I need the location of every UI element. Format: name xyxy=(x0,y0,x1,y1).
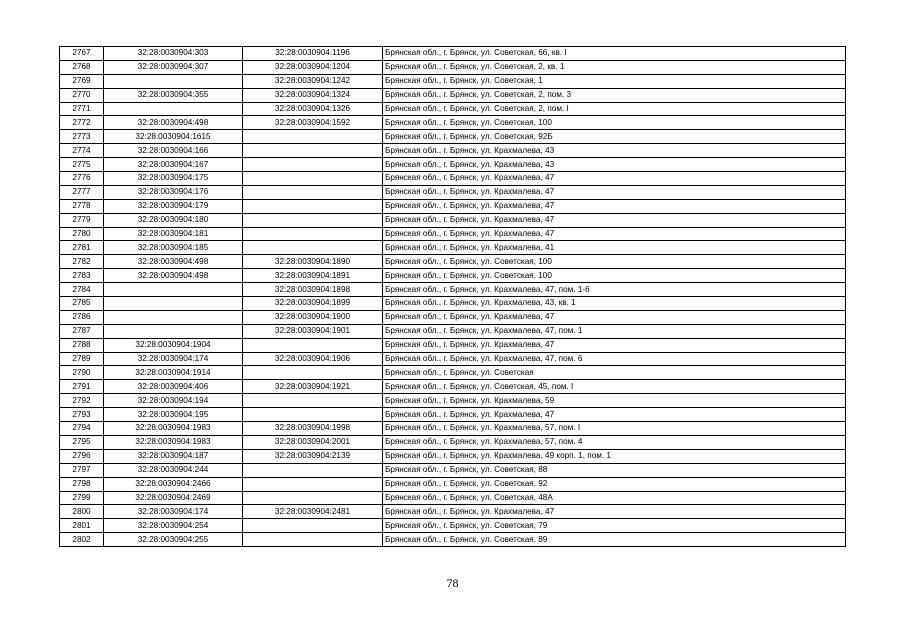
room-cadastral-number-cell xyxy=(243,158,383,172)
row-number-cell: 2797 xyxy=(60,463,104,477)
table-row xyxy=(60,185,846,199)
row-number-cell: 2782 xyxy=(60,255,104,269)
table-row xyxy=(60,227,846,241)
row-number-cell: 2786 xyxy=(60,310,104,324)
cadastral-number-cell xyxy=(104,74,243,88)
address-cell: Брянская обл., г. Брянск, ул. Крахмалева, 43 xyxy=(383,158,846,172)
table-row xyxy=(60,74,846,88)
table-body xyxy=(60,47,846,547)
address-cell: Брянская обл., г. Брянск, ул. Крахмалева, 43 xyxy=(383,144,846,158)
address-cell: Брянская обл., г. Брянск, ул. Советская, 79 xyxy=(383,519,846,533)
cadastral-number-cell: 32:28:0030904:2466 xyxy=(104,477,243,491)
address-cell: Брянская обл., г. Брянск, ул. Советская, 1 xyxy=(383,74,846,88)
cadastral-number-cell: 32:28:0030904:175 xyxy=(104,172,243,186)
address-cell: Брянская обл., г. Брянск, ул. Крахмалева, 43, кв. 1 xyxy=(383,297,846,311)
row-number-cell: 2774 xyxy=(60,144,104,158)
table-row xyxy=(60,422,846,436)
row-number-cell: 2783 xyxy=(60,269,104,283)
room-cadastral-number-cell xyxy=(243,533,383,547)
row-number-cell: 2780 xyxy=(60,227,104,241)
cadastral-number-cell: 32:28:0030904:174 xyxy=(104,505,243,519)
cadastral-number-cell: 32:28:0030904:307 xyxy=(104,60,243,74)
room-cadastral-number-cell: 32:28:0030904:1204 xyxy=(243,60,383,74)
table-row xyxy=(60,144,846,158)
cadastral-number-cell: 32:28:0030904:406 xyxy=(104,380,243,394)
address-cell: Брянская обл., г. Брянск, ул. Крахмалева, 47, пом. 1-6 xyxy=(383,283,846,297)
row-number-cell: 2769 xyxy=(60,74,104,88)
row-number-cell: 2767 xyxy=(60,47,104,61)
table-row xyxy=(60,102,846,116)
table-row xyxy=(60,477,846,491)
room-cadastral-number-cell: 32:28:0030904:2481 xyxy=(243,505,383,519)
cadastral-number-cell xyxy=(104,283,243,297)
table-row xyxy=(60,380,846,394)
row-number-cell: 2768 xyxy=(60,60,104,74)
row-number-cell: 2802 xyxy=(60,533,104,547)
room-cadastral-number-cell xyxy=(243,172,383,186)
address-cell: Брянская обл., г. Брянск, ул. Советская, 45, пом. I xyxy=(383,380,846,394)
row-number-cell: 2796 xyxy=(60,449,104,463)
cadastral-number-cell: 32:28:0030904:1983 xyxy=(104,422,243,436)
table-row xyxy=(60,394,846,408)
table-row xyxy=(60,491,846,505)
room-cadastral-number-cell xyxy=(243,130,383,144)
cadastral-number-cell: 32:28:0030904:498 xyxy=(104,116,243,130)
row-number-cell: 2787 xyxy=(60,324,104,338)
cadastral-number-cell: 32:28:0030904:194 xyxy=(104,394,243,408)
room-cadastral-number-cell xyxy=(243,463,383,477)
address-cell: Брянская обл., г. Брянск, ул. Советская, 88 xyxy=(383,463,846,477)
room-cadastral-number-cell xyxy=(243,213,383,227)
cadastral-number-cell: 32:28:0030904:180 xyxy=(104,213,243,227)
row-number-cell: 2771 xyxy=(60,102,104,116)
table-row xyxy=(60,352,846,366)
cadastral-number-cell xyxy=(104,297,243,311)
room-cadastral-number-cell xyxy=(243,241,383,255)
row-number-cell: 2801 xyxy=(60,519,104,533)
row-number-cell: 2775 xyxy=(60,158,104,172)
table-row xyxy=(60,269,846,283)
address-cell: Брянская обл., г. Брянск, ул. Советская, 89 xyxy=(383,533,846,547)
cadastral-number-cell: 32:28:0030904:1615 xyxy=(104,130,243,144)
row-number-cell: 2770 xyxy=(60,88,104,102)
cadastral-number-cell xyxy=(104,102,243,116)
cadastral-number-cell xyxy=(104,310,243,324)
row-number-cell: 2795 xyxy=(60,435,104,449)
cadastral-number-cell: 32:28:0030904:179 xyxy=(104,199,243,213)
row-number-cell: 2785 xyxy=(60,297,104,311)
address-cell: Брянская обл., г. Брянск, ул. Крахмалева, 47 xyxy=(383,338,846,352)
table-row xyxy=(60,88,846,102)
cadastral-number-cell: 32:28:0030904:244 xyxy=(104,463,243,477)
room-cadastral-number-cell xyxy=(243,394,383,408)
table-row xyxy=(60,463,846,477)
room-cadastral-number-cell xyxy=(243,185,383,199)
cadastral-number-cell: 32:28:0030904:185 xyxy=(104,241,243,255)
cadastral-number-cell: 32:28:0030904:498 xyxy=(104,269,243,283)
cadastral-number-cell: 32:28:0030904:167 xyxy=(104,158,243,172)
room-cadastral-number-cell: 32:28:0030904:1592 xyxy=(243,116,383,130)
row-number-cell: 2789 xyxy=(60,352,104,366)
room-cadastral-number-cell xyxy=(243,519,383,533)
room-cadastral-number-cell: 32:28:0030904:1891 xyxy=(243,269,383,283)
table-row xyxy=(60,449,846,463)
row-number-cell: 2793 xyxy=(60,408,104,422)
row-number-cell: 2772 xyxy=(60,116,104,130)
row-number-cell: 2791 xyxy=(60,380,104,394)
address-cell: Брянская обл., г. Брянск, ул. Советская, 66, кв. I xyxy=(383,47,846,61)
row-number-cell: 2778 xyxy=(60,199,104,213)
table-row xyxy=(60,435,846,449)
cadastral-number-cell: 32:28:0030904:498 xyxy=(104,255,243,269)
address-cell: Брянская обл., г. Брянск, ул. Советская, 48А xyxy=(383,491,846,505)
cadastral-number-cell: 32:28:0030904:187 xyxy=(104,449,243,463)
cadastral-number-cell: 32:28:0030904:1914 xyxy=(104,366,243,380)
row-number-cell: 2781 xyxy=(60,241,104,255)
room-cadastral-number-cell xyxy=(243,491,383,505)
room-cadastral-number-cell: 32:28:0030904:1901 xyxy=(243,324,383,338)
row-number-cell: 2788 xyxy=(60,338,104,352)
room-cadastral-number-cell: 32:28:0030904:1326 xyxy=(243,102,383,116)
table-row xyxy=(60,172,846,186)
cadastral-number-cell: 32:28:0030904:176 xyxy=(104,185,243,199)
row-number-cell: 2792 xyxy=(60,394,104,408)
address-cell: Брянская обл., г. Брянск, ул. Советская, 100 xyxy=(383,116,846,130)
address-cell: Брянская обл., г. Брянск, ул. Советская, 2, пом. I xyxy=(383,102,846,116)
room-cadastral-number-cell xyxy=(243,199,383,213)
room-cadastral-number-cell: 32:28:0030904:1242 xyxy=(243,74,383,88)
cadastral-number-cell: 32:28:0030904:2469 xyxy=(104,491,243,505)
cadastral-number-cell: 32:28:0030904:174 xyxy=(104,352,243,366)
table-row xyxy=(60,324,846,338)
row-number-cell: 2779 xyxy=(60,213,104,227)
table-row xyxy=(60,283,846,297)
cadastral-number-cell: 32:28:0030904:181 xyxy=(104,227,243,241)
room-cadastral-number-cell: 32:28:0030904:1324 xyxy=(243,88,383,102)
address-cell: Брянская обл., г. Брянск, ул. Крахмалева, 47 xyxy=(383,185,846,199)
row-number-cell: 2799 xyxy=(60,491,104,505)
address-cell: Брянская обл., г. Брянск, ул. Крахмалева, 47 xyxy=(383,227,846,241)
row-number-cell: 2800 xyxy=(60,505,104,519)
address-cell: Брянская обл., г. Брянск, ул. Крахмалева, 49 корп. 1, пом. 1 xyxy=(383,449,846,463)
cadastral-number-cell: 32:28:0030904:254 xyxy=(104,519,243,533)
cadastral-number-cell: 32:28:0030904:1904 xyxy=(104,338,243,352)
row-number-cell: 2777 xyxy=(60,185,104,199)
address-cell: Брянская обл., г. Брянск, ул. Крахмалева, 47 xyxy=(383,199,846,213)
table-row xyxy=(60,116,846,130)
row-number-cell: 2798 xyxy=(60,477,104,491)
cadastral-table xyxy=(59,46,846,547)
room-cadastral-number-cell xyxy=(243,144,383,158)
address-cell: Брянская обл., г. Брянск, ул. Советская, 2, кв. 1 xyxy=(383,60,846,74)
cadastral-number-cell: 32:28:0030904:303 xyxy=(104,47,243,61)
table-row xyxy=(60,310,846,324)
room-cadastral-number-cell xyxy=(243,338,383,352)
table-row xyxy=(60,533,846,547)
room-cadastral-number-cell: 32:28:0030904:2139 xyxy=(243,449,383,463)
table-row xyxy=(60,255,846,269)
table-row xyxy=(60,213,846,227)
address-cell: Брянская обл., г. Брянск, ул. Советская, 100 xyxy=(383,255,846,269)
table-row xyxy=(60,408,846,422)
page-number: 78 xyxy=(446,576,459,590)
address-cell: Брянская обл., г. Брянск, ул. Крахмалева, 47 xyxy=(383,310,846,324)
table-row xyxy=(60,199,846,213)
cadastral-number-cell: 32:28:0030904:166 xyxy=(104,144,243,158)
address-cell: Брянская обл., г. Брянск, ул. Советская, 92 xyxy=(383,477,846,491)
room-cadastral-number-cell: 32:28:0030904:1890 xyxy=(243,255,383,269)
table-row xyxy=(60,130,846,144)
room-cadastral-number-cell: 32:28:0030904:1906 xyxy=(243,352,383,366)
room-cadastral-number-cell: 32:28:0030904:2001 xyxy=(243,435,383,449)
cadastral-number-cell: 32:28:0030904:195 xyxy=(104,408,243,422)
address-cell: Брянская обл., г. Брянск, ул. Крахмалева, 47, пом. 1 xyxy=(383,324,846,338)
row-number-cell: 2776 xyxy=(60,172,104,186)
cadastral-number-cell: 32:28:0030904:1983 xyxy=(104,435,243,449)
room-cadastral-number-cell xyxy=(243,477,383,491)
cadastral-number-cell: 32:28:0030904:355 xyxy=(104,88,243,102)
address-cell: Брянская обл., г. Брянск, ул. Крахмалева, 57, пом. 4 xyxy=(383,435,846,449)
address-cell: Брянская обл., г. Брянск, ул. Советская, 2, пом. 3 xyxy=(383,88,846,102)
table-row xyxy=(60,338,846,352)
room-cadastral-number-cell xyxy=(243,227,383,241)
row-number-cell: 2773 xyxy=(60,130,104,144)
room-cadastral-number-cell: 32:28:0030904:1921 xyxy=(243,380,383,394)
table-row xyxy=(60,366,846,380)
address-cell: Брянская обл., г. Брянск, ул. Советская, 92Б xyxy=(383,130,846,144)
row-number-cell: 2794 xyxy=(60,422,104,436)
table-row xyxy=(60,241,846,255)
room-cadastral-number-cell: 32:28:0030904:1899 xyxy=(243,297,383,311)
table-row xyxy=(60,519,846,533)
room-cadastral-number-cell: 32:28:0030904:1196 xyxy=(243,47,383,61)
address-cell: Брянская обл., г. Брянск, ул. Крахмалева, 47 xyxy=(383,408,846,422)
table-row xyxy=(60,60,846,74)
address-cell: Брянская обл., г. Брянск, ул. Крахмалева, 47 xyxy=(383,213,846,227)
table-row xyxy=(60,505,846,519)
address-cell: Брянская обл., г. Брянск, ул. Советская, 100 xyxy=(383,269,846,283)
room-cadastral-number-cell xyxy=(243,366,383,380)
row-number-cell: 2790 xyxy=(60,366,104,380)
cadastral-number-cell xyxy=(104,324,243,338)
table-row xyxy=(60,47,846,61)
room-cadastral-number-cell: 32:28:0030904:1898 xyxy=(243,283,383,297)
room-cadastral-number-cell xyxy=(243,408,383,422)
address-cell: Брянская обл., г. Брянск, ул. Крахмалева, 47 xyxy=(383,172,846,186)
address-cell: Брянская обл., г. Брянск, ул. Крахмалева, 59 xyxy=(383,394,846,408)
address-cell: Брянская обл., г. Брянск, ул. Крахмалева, 47, пом. 6 xyxy=(383,352,846,366)
room-cadastral-number-cell: 32:28:0030904:1900 xyxy=(243,310,383,324)
address-cell: Брянская обл., г. Брянск, ул. Советская xyxy=(383,366,846,380)
cadastral-number-cell: 32:28:0030904:255 xyxy=(104,533,243,547)
row-number-cell: 2784 xyxy=(60,283,104,297)
table-row xyxy=(60,297,846,311)
room-cadastral-number-cell: 32:28:0030904:1998 xyxy=(243,422,383,436)
address-cell: Брянская обл., г. Брянск, ул. Крахмалева, 47 xyxy=(383,505,846,519)
address-cell: Брянская обл., г. Брянск, ул. Крахмалева, 41 xyxy=(383,241,846,255)
address-cell: Брянская обл., г. Брянск, ул. Крахмалева, 57, пом. I xyxy=(383,422,846,436)
table-row xyxy=(60,158,846,172)
